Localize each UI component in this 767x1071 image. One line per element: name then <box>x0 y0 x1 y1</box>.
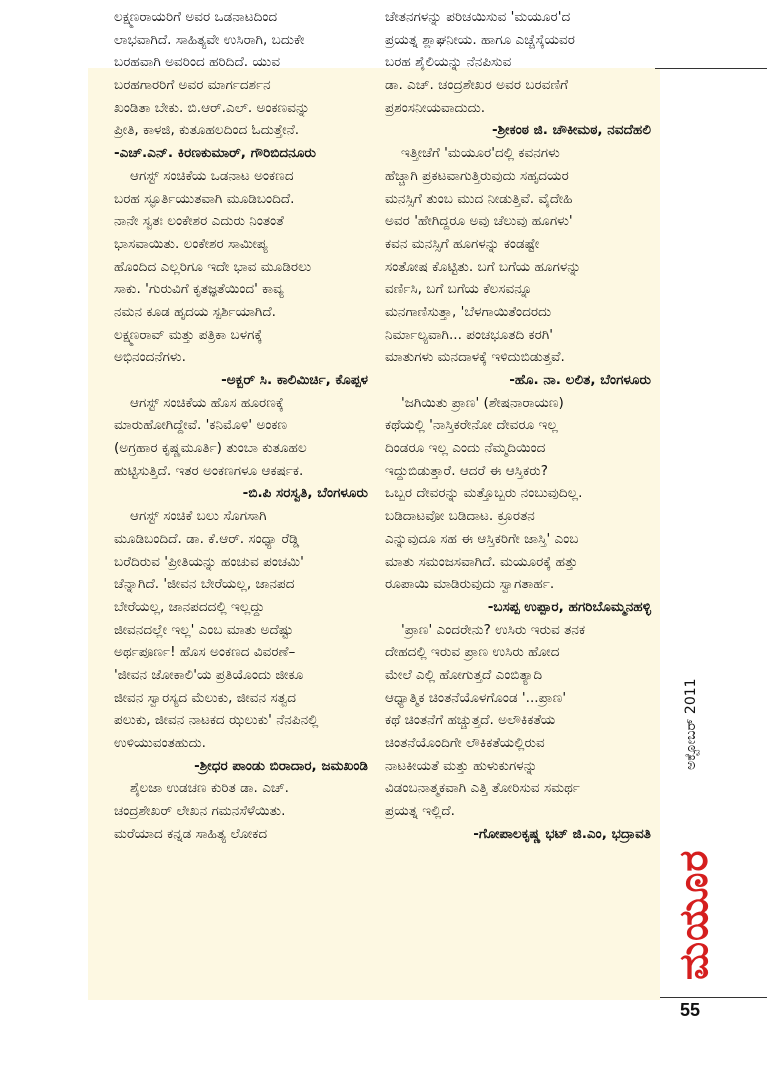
letter-text-line: ಬರೆದಿರುವ 'ಪ್ರೀತಿಯನ್ನು ಹಂಚುವ ಪಂಚಮಿ' <box>114 553 304 570</box>
top-rule <box>655 68 767 69</box>
letter-text-line: ಆಧ್ಯಾತ್ಮಿಕ ಚಿಂತನೆಯೊಳಗೊಂಡ '...ಪ್ರಾಣ' <box>385 689 567 706</box>
letter-text-line: ವಿಡಂಬನಾತ್ಮಕವಾಗಿ ಎತ್ತಿ ತೋರಿಸುವ ಸಮರ್ಥ <box>385 780 580 797</box>
letter-text-line: ಮನಸ್ಸಿಗೆ ತುಂಬ ಮುದ ನೀಡುತ್ತಿವೆ. ವೈದೇಹಿ <box>385 190 573 207</box>
letter-text-line: ಬಡಿದಾಟವೋ ಬಡಿದಾಟ. ಕ್ರೂರತನ <box>385 508 535 525</box>
letter-signature: -ಅಕ್ಬರ್ ಸಿ. ಕಾಲಿಮಿರ್ಚಿ, ಕೊಪ್ಪಳ <box>221 372 368 388</box>
letter-text-line: ಮರೆಯಾದ ಕನ್ನಡ ಸಾಹಿತ್ಯ ಲೋಕದ <box>114 825 268 842</box>
letter-text-line: ಇದ್ದುಬಿಡುತ್ತಾರೆ. ಆದರೆ ಈ ಆಸ್ತಿಕರು? <box>385 462 548 479</box>
letter-text-line: ಸಾಕು. 'ಗುರುವಿಗೆ ಕೃತಜ್ಞತೆಯಿಂದ' ಕಾವ್ಯ <box>114 281 284 298</box>
letter-text-line: ದೇಹದಲ್ಲಿ ಇರುವ ಪ್ರಾಣ ಉಸಿರು ಹೋದ <box>385 644 560 661</box>
letter-signature: -ಎಚ್.ಎನ್. ಕಿರಣಕುಮಾರ್, ಗೌರಿಬಿದನೂರು <box>114 145 316 162</box>
letter-text-line: ಲಕ್ಷ್ಮಣರಾಯರಿಗೆ ಅವರ ಒಡನಾಟದಿಂದ <box>114 9 278 25</box>
page-number: 55 <box>680 1000 701 1020</box>
letter-text-line: ಶೈಲಜಾ ಉಡಚಣ ಕುರಿತ ಡಾ. ಎಚ್. <box>130 780 289 797</box>
letter-text-line: 'ಜಗಿಯಿತು ಪ್ರಾಣ' (ಶೇಷನಾರಾಯಣ) <box>401 394 564 411</box>
letter-text-line: 'ಜೀವನ ಜೋಕಾಲಿ'ಯ ಪ್ರತಿಯೊಂದು ಜೀಕೂ <box>114 666 304 683</box>
letter-text-line: ಬರಹವಾಗಿ ಅವರಿಂದ ಹರಿದಿದೆ. ಯುವ <box>114 54 281 71</box>
letter-text-line: ಬರಹ ಸ್ಫೂರ್ತಿಯುತವಾಗಿ ಮೂಡಿಬಂದಿದೆ. <box>114 190 295 207</box>
letter-signature: -ಬಸಪ್ಪ ಉಪ್ಪಾರ, ಹಗರಿಬೊಮ್ಮನಹಳ್ಳಿ <box>487 598 651 615</box>
letter-text-line: ನಾಟಕೀಯತೆ ಮತ್ತು ಹುಳುಕುಗಳನ್ನು <box>385 757 538 774</box>
letter-text-line: ಅಭಿನಂದನೆಗಳು. <box>114 349 186 366</box>
letter-text-line: ದಿಂಡರೂ ಇಲ್ಲ ಎಂದು ನೆಮ್ಮದಿಯಿಂದ <box>385 440 546 457</box>
letter-text-line: ಚಿಂತನೆಯೊಂದಿಗೇ ಲೌಕಿಕತೆಯಲ್ಲಿರುವ <box>385 735 545 751</box>
letter-text-line: ಮೇಲೆ ಎಲ್ಲಿ ಹೋಗುತ್ತದೆ ಎಂಬಿತ್ಯಾದಿ <box>385 666 543 683</box>
left-column <box>114 6 372 845</box>
letter-signature: -ಗೋಪಾಲಕೃಷ್ಣ ಭಟ್ ಜಿ.ಎಂ, ಭದ್ರಾವತಿ <box>473 825 651 842</box>
letter-text-line: ಒಬ್ಬರ ದೇವರನ್ನು ಮತ್ತೊಬ್ಬರು ನಂಬುವುದಿಲ್ಲ. <box>385 485 583 502</box>
letter-text-line: ಚೆನ್ನಾಗಿದೆ. 'ಜೀವನ ಬೇರೆಯಲ್ಲ, ಜಾನಪದ <box>114 576 295 593</box>
letter-text-line: ಕಥೆಯಲ್ಲಿ 'ನಾಸ್ತಿಕರೇನೋ ದೇವರೂ ಇಲ್ಲ <box>385 417 558 434</box>
issue-date: ಅಕ್ಟೋಬರ್ 2011 <box>683 678 699 770</box>
right-column <box>385 6 655 845</box>
letter-signature: -ಶ್ರೀಕಂಠ ಜಿ. ಚೌಕೀಮಠ, ನವದೆಹಲಿ <box>491 122 651 139</box>
magazine-brand: ಮಯೂರ <box>671 849 717 980</box>
letter-text-line: ಖಂಡಿತಾ ಬೇಕು. ಬಿ.ಆರ್.ಎಲ್. ಅಂಕಣವನ್ನು <box>114 99 310 116</box>
letter-text-line: ಸಂತೋಷ ಕೊಟ್ಟಿತು. ಬಗೆ ಬಗೆಯ ಹೂಗಳನ್ನು <box>385 258 582 275</box>
letter-text-line: ನಿರ್ಮಾಲ್ಯವಾಗಿ... ಪಂಚಭೂತದಿ ಕರಗಿ' <box>385 326 554 343</box>
letter-text-line: ಅರ್ಥಪೂರ್ಣ! ಹೊಸ ಅಂಕಣದ ವಿವರಣೆ– <box>114 644 296 661</box>
letter-text-line: ಪ್ರಶಂಸನೀಯವಾದುದು. <box>385 99 486 116</box>
letter-text-line: ಉಳಿಯುವಂತಹುದು. <box>114 735 207 751</box>
letter-text-line: ಭಾಸವಾಯಿತು. ಲಂಕೇಶರ ಸಾಮೀಪ್ಯ <box>114 235 268 252</box>
letter-text-line: ಪ್ರಯತ್ನ ಇಲ್ಲಿದೆ. <box>385 803 455 820</box>
letter-text-line: ಬೇರೆಯಲ್ಲ, ಜಾನಪದದಲ್ಲಿ ಇಲ್ಲದ್ದು <box>114 598 265 615</box>
letter-text-line: ಪ್ರಯತ್ನ ಶ್ಲಾಘನೀಯ. ಹಾಗೂ ಎಚ್ಚೆಸ್ಕೆಯವರ <box>385 31 575 48</box>
letter-text-line: ಜೀವನದಲ್ಲೇ ಇಲ್ಲ' ಎಂಬ ಮಾತು ಅದೆಷ್ಟು <box>114 621 294 638</box>
letter-text-line: ಮಾರುಹೋಗಿದ್ದೇವೆ. 'ಕನಿಮೊಳಿ' ಅಂಕಣ <box>114 417 288 434</box>
letter-text-line: ನಮನ ಕೂಡ ಹೃದಯ ಸ್ಪರ್ಶಿಯಾಗಿದೆ. <box>114 303 277 320</box>
magazine-brand-wrapper <box>671 849 717 980</box>
letter-text-line: ಇತ್ತೀಚೆಗೆ 'ಮಯೂರ'ದಲ್ಲಿ ಕವನಗಳು <box>401 145 560 162</box>
letter-text-line: ಆಗಸ್ಟ್ ಸಂಚಿಕೆಯ ಹೊಸ ಹೂರಣಕ್ಕೆ <box>130 394 284 411</box>
letter-text-line: ರೂಪಾಯಿ ಮಾಡಿರುವುದು ಸ್ವಾಗತಾರ್ಹ. <box>385 576 555 593</box>
letter-text-line: ಆಗಸ್ಟ್ ಸಂಚಿಕೆಯ ಒಡನಾಟ ಅಂಕಣದ <box>130 167 294 184</box>
letter-text-line: ಮನಗಾಣಿಸುತ್ತಾ, 'ಬೆಳಗಾಯಿತೆಂದರದು <box>385 303 552 320</box>
letter-text-line: ಕಥೆ ಚಿಂತನೆಗೆ ಹಚ್ಚುತ್ತದೆ. ಅಲೌಕಿಕತೆಯ <box>385 712 556 729</box>
letter-text-line: ಎನ್ನುವುದೂ ಸಹ ಈ ಆಸ್ತಿಕರಿಗೇ ಜಾಸ್ತಿ' ಎಂಬ <box>385 530 579 547</box>
letter-text-line: ಬರಹಗಾರರಿಗೆ ಅವರ ಮಾರ್ಗದರ್ಶನ <box>114 77 271 94</box>
letter-text-line: ಲಾಭವಾಗಿದೆ. ಸಾಹಿತ್ಯವೇ ಉಸಿರಾಗಿ, ಬದುಕೇ <box>114 31 305 48</box>
letter-text-line: ಚಂದ್ರಶೇಖರ್ ಲೇಖನ ಗಮನಸೆಳೆಯಿತು. <box>114 803 286 820</box>
letter-text-line: ಅವರ 'ಹೇಗಿದ್ದರೂ ಅವು ಚೆಲುವು ಹೂಗಳು' <box>385 213 573 230</box>
letter-text-line: (ಅಗ್ರಹಾರ ಕೃಷ್ಣಮೂರ್ತಿ) ತುಂಬಾ ಕುತೂಹಲ <box>114 440 307 457</box>
letter-text-line: ಪ್ರೀತಿ, ಕಾಳಜಿ, ಕುತೂಹಲದಿಂದ ಓದುತ್ತೇನೆ. <box>114 122 300 139</box>
letter-text-line: ಪಲುಕು, ಜೀವನ ನಾಟಕದ ಝಲುಕು' ನೆನಪಿನಲ್ಲಿ <box>114 712 319 729</box>
bottom-rule <box>660 997 767 998</box>
letter-text-line: 'ಪ್ರಾಣ' ಎಂದರೇನು? ಉಸಿರು ಇರುವ ತನಕ <box>401 621 586 638</box>
letter-text-line: ಮೂಡಿಬಂದಿದೆ. ಡಾ. ಕೆ.ಆರ್. ಸಂಧ್ಯಾ ರೆಡ್ಡಿ <box>114 530 300 547</box>
letter-text-line: ಹುಟ್ಟಿಸುತ್ತಿದೆ. ಇತರ ಅಂಕಣಗಳೂ ಆಕರ್ಷಕ. <box>114 462 304 479</box>
letter-signature: -ಬಿ.ಪಿ ಸರಸ್ವತಿ, ಬೆಂಗಳೂರು <box>242 485 368 502</box>
letter-text-line: ಲಕ್ಷ್ಮಣರಾವ್ ಮತ್ತು ಪತ್ರಿಕಾ ಬಳಗಕ್ಕೆ <box>114 326 263 343</box>
letter-text-line: ಡಾ. ಎಚ್. ಚಂದ್ರಶೇಖರ ಅವರ ಬರವಣಿಗೆ <box>385 77 569 94</box>
letter-text-line: ಕವನ ಮನಸ್ಸಿಗೆ ಹೂಗಳನ್ನು ಕಂಡಷ್ಟೇ <box>385 235 540 252</box>
letter-signature: -ಶ್ರೀಧರ ಪಾಂಡು ಬಿರಾದಾರ, ಜಮಖಂಡಿ <box>194 757 368 774</box>
letter-signature: -ಹೊ. ನಾ. ಲಲಿತ, ಬೆಂಗಳೂರು <box>509 372 651 388</box>
letter-text-line: ಚೇತನಗಳನ್ನು ಪರಿಚಯಿಸುವ 'ಮಯೂರ'ದ <box>385 9 571 25</box>
letter-text-line: ಆಗಸ್ಟ್ ಸಂಚಿಕೆ ಬಲು ಸೊಗಸಾಗಿ <box>130 508 267 525</box>
letter-text-line: ಮಾತು ಸಮಂಜಸವಾಗಿದೆ. ಮಯೂರಕ್ಕೆ ಹತ್ತು <box>385 553 578 570</box>
letter-text-line: ನಾನೇ ಸ್ವತಃ ಲಂಕೇಶರ ಎದುರು ನಿಂತಂತೆ <box>114 213 284 230</box>
letter-text-line: ಜೀವನ ಸ್ವಾರಸ್ಯದ ಮೆಲುಕು, ಜೀವನ ಸತ್ವದ <box>114 689 297 706</box>
letter-text-line: ವರ್ಣಿಸಿ, ಬಗೆ ಬಗೆಯ ಕೆಲಸವನ್ನೂ <box>385 281 533 298</box>
letter-text-line: ಬರಹ ಶೈಲಿಯನ್ನು ನೆನಪಿಸುವ <box>385 54 512 71</box>
letter-text-line: ಹೆಚ್ಚಾಗಿ ಪ್ರಕಟವಾಗುತ್ತಿರುವುದು ಸಹೃದಯರ <box>385 167 569 184</box>
letter-text-line: ಹೊಂದಿದ ಎಲ್ಲರಿಗೂ ಇದೇ ಭಾವ ಮೂಡಿರಲು <box>114 258 312 275</box>
letter-text-line: ಮಾತುಗಳು ಮನದಾಳಕ್ಕೆ ಇಳಿದುಬಿಡುತ್ತವೆ. <box>385 349 565 366</box>
